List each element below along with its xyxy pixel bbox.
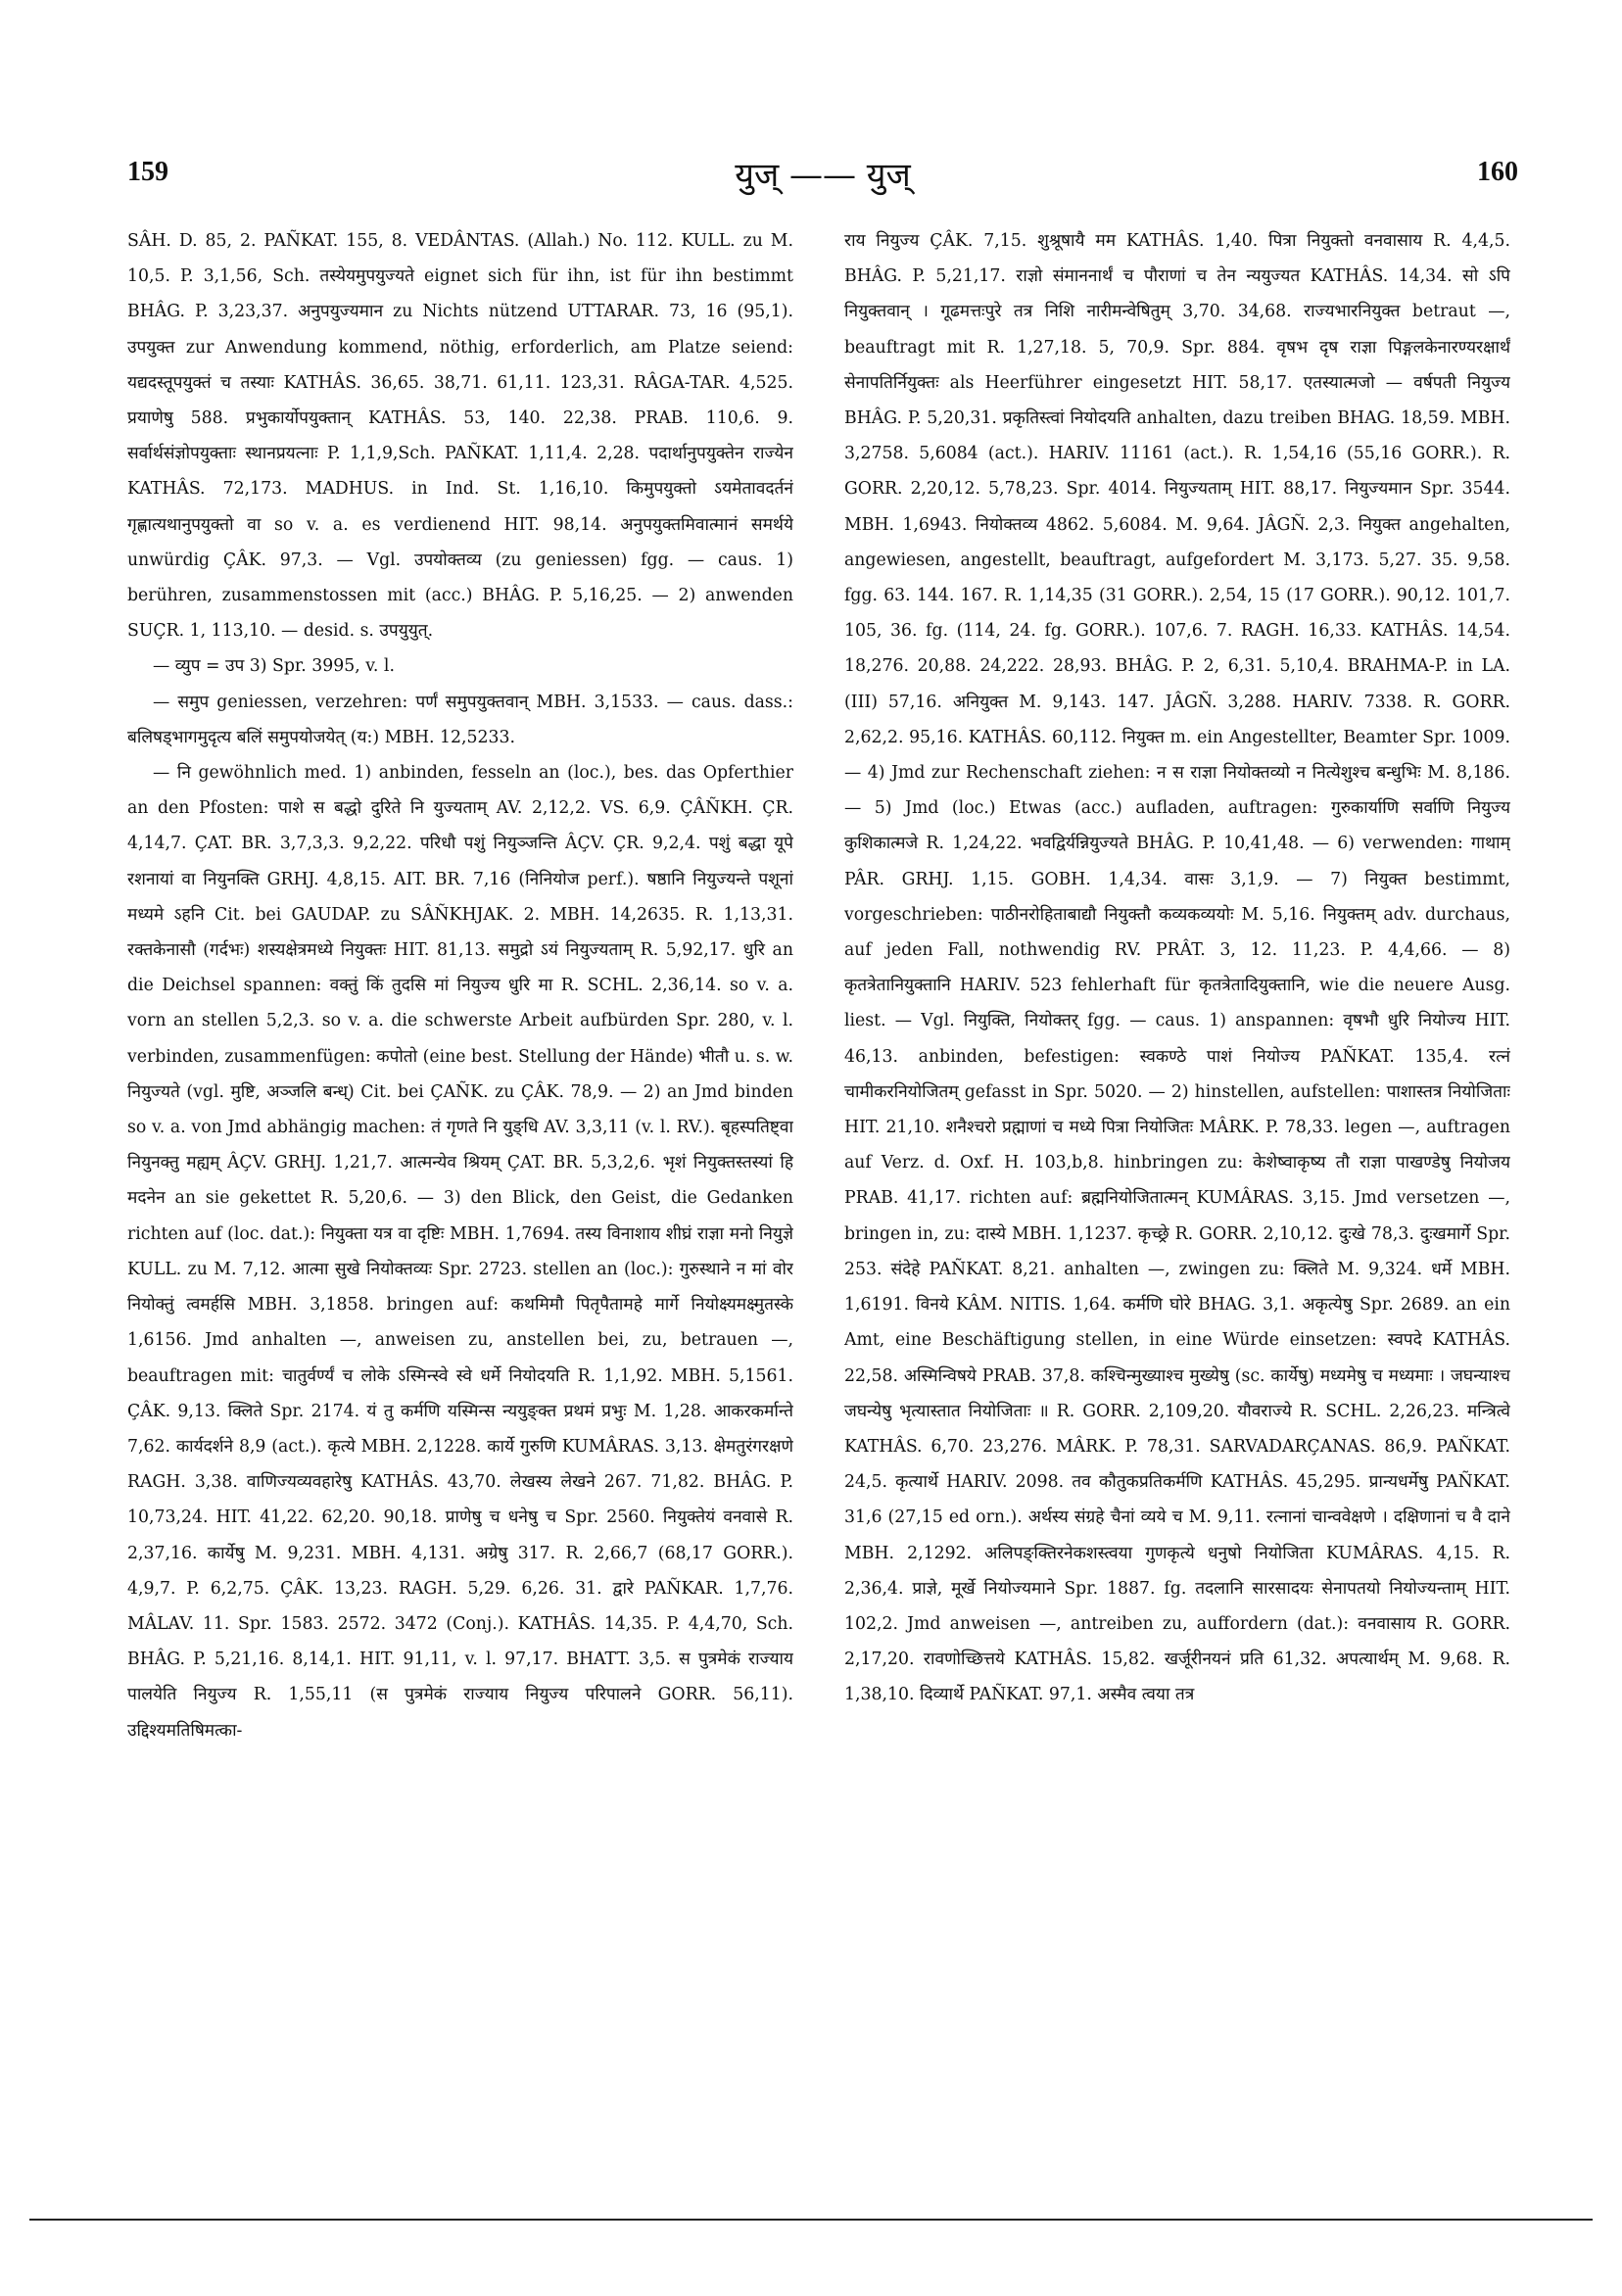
entry-paragraph: — व्युप = उप 3) Spr. 3995, v. l. (153, 656, 395, 677)
footer-rule (29, 2219, 1593, 2221)
left-column (127, 223, 793, 2114)
running-headword: युज् —— युज् (735, 156, 911, 195)
entry-paragraph: — समुप geniessen, verzehren: पर्णं समुपयुक्तवान् MBH. 3,1533. — caus. dass.: बलिषड्भागमुदृत्य बलिं समुपयोजयेत् (य:) MBH. 12,5233. (127, 692, 793, 747)
page-header (127, 157, 1518, 196)
right-column (844, 223, 1510, 2114)
entry-paragraph: राय नियुज्य ÇÂK. 7,15. शुश्रूषायै मम KATHÂS. 1,40. पित्रा नियुक्तो वनवासाय R. 4,4,5. BHÂG. P. 5,21,17. राज्ञो संमाननार्थं च पौराणां च तेन न्ययुज्यत KATHÂS. 14,34. सो ऽपि नियुक्तवान् । गूढमत्तःपुरे तत्र निशि नारीमन्वेषितुम् 3,70. 34,68. राज्यभारनियुक्त betraut —, beauftragt mit R. 1,27,18. 5, 70,9. Spr. 884. वृषभ दृष राज्ञा पिङ्गलकेनारण्यरक्षार्थं सेनापतिर्नियुक्तः als Heerführer eingesetzt HIT. 58,17. एतस्यात्मजो — वर्षपती नियुज्य BHÂG. P. 5,20,31. प्रकृतिस्त्वां नियोदयति anhalten, dazu treiben BHAG. 18,59. MBH. 3,2758. 5,6084 (act.). HARIV. 11161 (act.). R. 1,54,16 (55,16 GORR.). R. GORR. 2,20,12. 5,78,23. Spr. 4014. नियुज्यताम् HIT. 88,17. नियुज्यमान Spr. 3544. MBH. 1,6943. नियोक्तव्य 4862. 5,6084. M. 9,64. JÂGÑ. 2,3. नियुक्त angehalten, angewiesen, angestellt, beauftragt, aufgefordert M. 3,173. 5,27. 35. 9,58. fgg. 63. 144. 167. R. 1,14,35 (31 GORR.). 2,54, 15 (17 GORR.). 90,12. 101,7. 105, 36. fg. (114, 24. fg. GORR.). 107,6. 7. RAGH. 16,33. KATHÂS. 14,54. 18,276. 20,88. 24,222. 28,93. BHÂG. P. 2, 6,31. 5,10,4. BRAHMA-P. in LA. (III) 57,16. अनियुक्त M. 9,143. 147. JÂGÑ. 3,288. HARIV. 7338. R. GORR. 2,62,2. 95,16. KATHÂS. 60,112. नियुक्त m. ein Angestellter, Beamter Spr. 1009. — 4) Jmd zur Rechenschaft ziehen: न स राज्ञा नियोक्तव्यो न नित्येशुश्च बन्धुभिः M. 8,186. — 5) Jmd (loc.) Etwas (acc.) aufladen, auftragen: गुरुकार्याणि सर्वाणि नियुज्य कुशिकात्मजे R. 1,24,22. भवद्विर्यन्नियुज्यते BHÂG. P. 10,41,48. — 6) verwenden: गाथाम् PÂR. GRHJ. 1,15. GOBH. 1,4,34. वासः 3,1,9. — 7) नियुक्त bestimmt, vorgeschrieben: पाठीनरोहिताबाद्यौ नियुक्तौ कव्यकव्ययोः M. 5,16. नियुक्तम् adv. durchaus, auf jeden Fall, nothwendig RV. PRÂT. 3, 12. 11,23. P. 4,4,66. — 8) कृतत्रेतानियुक्तानि HARIV. 523 fehlerhaft für कृतत्रेतादियुक्तानि, wie die neuere Ausg. liest. — Vgl. नियुक्ति, नियोक्तर् fgg. — caus. 1) anspannen: वृषभौ धुरि नियोज्य HIT. 46,13. anbinden, befestigen: स्वकण्ठे पाशं नियोज्य PAÑKAT. 135,4. रत्नं चामीकरनियोजितम् gefasst in Spr. 5020. — 2) hinstellen, aufstellen: पाशास्तत्र नियोजिताः HIT. 21,10. शनैश्चरो प्रह्माणां च मध्ये पित्रा नियोजितः MÂRK. P. 78,33. legen —, auftragen auf Verz. d. Oxf. H. 103,b,8. hinbringen zu: केशेष्वाकृष्य तौ राज्ञा पाखण्डेषु नियोजय PRAB. 41,17. richten auf: ब्रह्मनियोजितात्मन् KUMÂRAS. 3,15. Jmd versetzen —, bringen in, zu: दास्ये MBH. 1,1237. कृच्छ्रे R. GORR. 2,10,12. दुःखे 78,3. दुःखमार्गे Spr. 253. संदेहे PAÑKAT. 8,21. anhalten —, zwingen zu: क्लिते M. 9,324. धर्मे MBH. 1,6191. विनये KÂM. NITIS. 1,64. कर्मणि घोरे BHAG. 3,1. अकृत्येषु Spr. 2689. an ein Amt, eine Beschäftigung stellen, in eine Würde einsetzen: स्वपदे KATHÂS. 22,58. अस्मिन्विषये PRAB. 37,8. कश्चिन्मुख्याश्च मुख्येषु (sc. कार्येषु) मध्यमेषु च मध्यमाः । जघन्याश्च जघन्येषु भृत्यास्तात नियोजिताः ॥ R. GORR. 2,109,20. यौवराज्ये R. SCHL. 2,26,23. मन्त्रित्वे KATHÂS. 6,70. 23,276. MÂRK. P. 78,31. SARVADARÇANAS. 86,9. PAÑKAT. 24,5. कृत्यार्थे HARIV. 2098. तव कौतुकप्रतिकर्मणि KATHÂS. 45,295. प्रान्यधर्मेषु PAÑKAT. 31,6 (27,15 ed orn.). अर्थस्य संग्रहे चैनां व्यये च M. 9,11. रत्नानां चान्ववेक्षणे । दक्षिणानां च वै दाने MBH. 2,1292. अलिपङ्क्तिरनेकशस्त्वया गुणकृत्ये धनुषो नियोजिता KUMÂRAS. 4,15. R. 2,36,4. प्राज्ञे, मूर्खे नियोज्यमाने Spr. 1887. fg. तदलानि सारसादयः सेनापतयो नियोज्यन्ताम् HIT. 102,2. Jmd anweisen —, antreiben zu, auffordern (dat.): वनवासाय R. GORR. 2,17,20. रावणोच्छित्तये KATHÂS. 15,82. खर्जूरीनयनं प्रति 61,32. अपत्यार्थम् M. 9,68. R. 1,38,10. दिव्यार्थे PAÑKAT. 97,1. अस्मैव त्वया तत्र (844, 231, 1510, 1705)
page-number-right: 160 (1477, 157, 1518, 187)
entry-paragraph: — नि gewöhnlich med. 1) anbinden, fesseln an (loc.), bes. das Opferthier an den Pfosten: पाशे स बद्धो दुरिते नि युज्यताम् AV. 2,12,2. VS. 6,9. ÇÂÑKH. ÇR. 4,14,7. ÇAT. BR. 3,7,3,3. 9,2,22. परिधौ पशुं नियुञ्जन्ति ÂÇV. ÇR. 9,2,4. पशुं बद्धा यूपे रशनायां वा नियुनक्ति GRHJ. 4,8,15. AIT. BR. 7,16 (निनियोज perf.). षष्ठानि नियुज्यन्ते पशूनां मध्यमे ऽहनि Cit. bei GAUDAP. zu SÂÑKHJAK. 2. MBH. 14,2635. R. 1,13,31. रक्तकेनासौ (गर्दभः) शस्यक्षेत्रमध्ये नियुक्तः HIT. 81,13. समुद्रो ऽयं नियुज्यताम् R. 5,92,17. धुरि an die Deichsel spannen: वक्तुं किं तुदसि मां नियुज्य धुरि मा R. SCHL. 2,36,14. so v. a. vorn an stellen 5,2,3. so v. a. die schwerste Arbeit aufbürden Spr. 280, v. l. verbinden, zusammenfügen: कपोतो (eine best. Stellung der Hände) भीतौ u. s. w. नियुज्यते (vgl. मुष्टि, अञ्जलि बन्ध्) Cit. bei ÇAÑK. zu ÇÂK. 78,9. — 2) an Jmd binden so v. a. von Jmd abhängig machen: तं गृणते नि युङ्धि AV. 3,3,11 (v. l. RV.). बृहस्पतिष्ट्वा नियुनक्तु मह्यम् ÂÇV. GRHJ. 1,21,7. आत्मन्येव श्रियम् ÇAT. BR. 5,3,2,6. भृशं नियुक्तस्तस्यां हि मदनेन an sie gekettet R. 5,20,6. — 3) den Blick, den Geist, die Gedanken richten auf (loc. dat.): नियुक्ता यत्र वा दृष्टिः MBH. 1,7694. तस्य विनाशाय शीघ्रं राज्ञा मनो नियुज्ञे KULL. zu M. 7,12. आत्मा सुखे नियोक्तव्यः Spr. 2723. stellen an (loc.): गुरुस्थाने न मां वोर नियोक्तुं त्वमर्हसि MBH. 3,1858. bringen auf: कथमिमौ पितृपैतामहे मार्गे नियोक्ष्यमक्ष्मुतस्के 1,6156. Jmd anhalten —, anweisen zu, anstellen bei, zu, betrauen —, beauftragen mit: चातुर्वर्ण्यं च लोके ऽस्मिन्स्वे स्वे धर्मे नियोदयति R. 1,1,92. MBH. 5,1561. ÇÂK. 9,13. क्लिते Spr. 2174. यं तु कर्मणि यस्मिन्स न्ययुङ्क्त प्रथमं प्रभुः M. 1,28. आकरकर्मान्ते 7,62. कार्यदर्शने 8,9 (act.). कृत्ये MBH. 2,1228. कार्ये गुरुणि KUMÂRAS. 3,13. क्षेमतुरंगरक्षणे RAGH. 3,38. वाणिज्यव्यवहारेषु KATHÂS. 43,70. लेखस्य लेखने 267. 71,82. BHÂG. P. 10,73,24. HIT. 41,22. 62,20. 90,18. प्राणेषु च धनेषु च Spr. 2560. नियुक्तेयं वनवासे R. 2,37,16. कार्येषु M. 9,231. MBH. 4,131. अग्रेषु 317. R. 2,66,7 (68,17 GORR.). 4,9,7. P. 6,2,75. ÇÂK. 13,23. RAGH. 5,29. 6,26. 31. द्वारे PAÑKAR. 1,7,76. MÂLAV. 11. Spr. 1583. 2572. 3472 (Conj.). KATHÂS. 14,35. P. 4,4,70, Sch. BHÂG. P. 5,21,16. 8,14,1. HIT. 91,11, v. l. 97,17. BHATT. 3,5. स पुत्रमेकं राज्याय पालयेति नियुज्य R. 1,55,11 (स पुत्रमेकं राज्याय नियुज्य परिपालने GORR. 56,11). उद्दिश्यमतिषिमत्का- (127, 763, 793, 1741)
page-number-left: 159 (127, 157, 168, 187)
entry-paragraph: SÂH. D. 85, 2. PAÑKAT. 155, 8. VEDÂNTAS. (Allah.) No. 112. KULL. zu M. 10,5. P. 3,1,56, Sch. तस्येयमुपयुज्यते eignet sich für ihn, ist für ihn bestimmt BHÂG. P. 3,23,37. अनुपयुज्यमान zu Nichts nützend UTTARAR. 73, 16 (95,1). उपयुक्त zur Anwendung kommend, nöthig, erforderlich, am Platze seiend: यद्यदस्तूपयुक्तं च तस्याः KATHÂS. 36,65. 38,71. 61,11. 123,31. RÂGA-TAR. 4,525. प्रयाणेषु 588. प्रभुकार्योपयुक्तान् KATHÂS. 53, 140. 22,38. PRAB. 110,6. 9. सर्वार्थसंज्ञोपयुक्ताः स्थानप्रयत्नाः P. 1,1,9,Sch. PAÑKAT. 1,11,4. 2,28. पदार्थानुपयुक्तेन राज्येन KATHÂS. 72,173. MADHUS. in Ind. St. 1,16,10. किमुपयुक्तो ऽयमेतावदर्तनं गृह्णात्यथानुपयुक्तो वा so v. a. es verdienend HIT. 98,14. अनुपयुक्तमिवात्मानं समर्थये unwürdig ÇÂK. 97,3. — Vgl. उपयोक्तव्य (zu geniessen) fgg. — caus. 1) berühren, zusammenstossen mit (acc.) BHÂG. P. 5,16,25. — 2) anwenden SUÇR. 1, 113,10. — desid. s. उपयुयुत्. (127, 231, 793, 642)
